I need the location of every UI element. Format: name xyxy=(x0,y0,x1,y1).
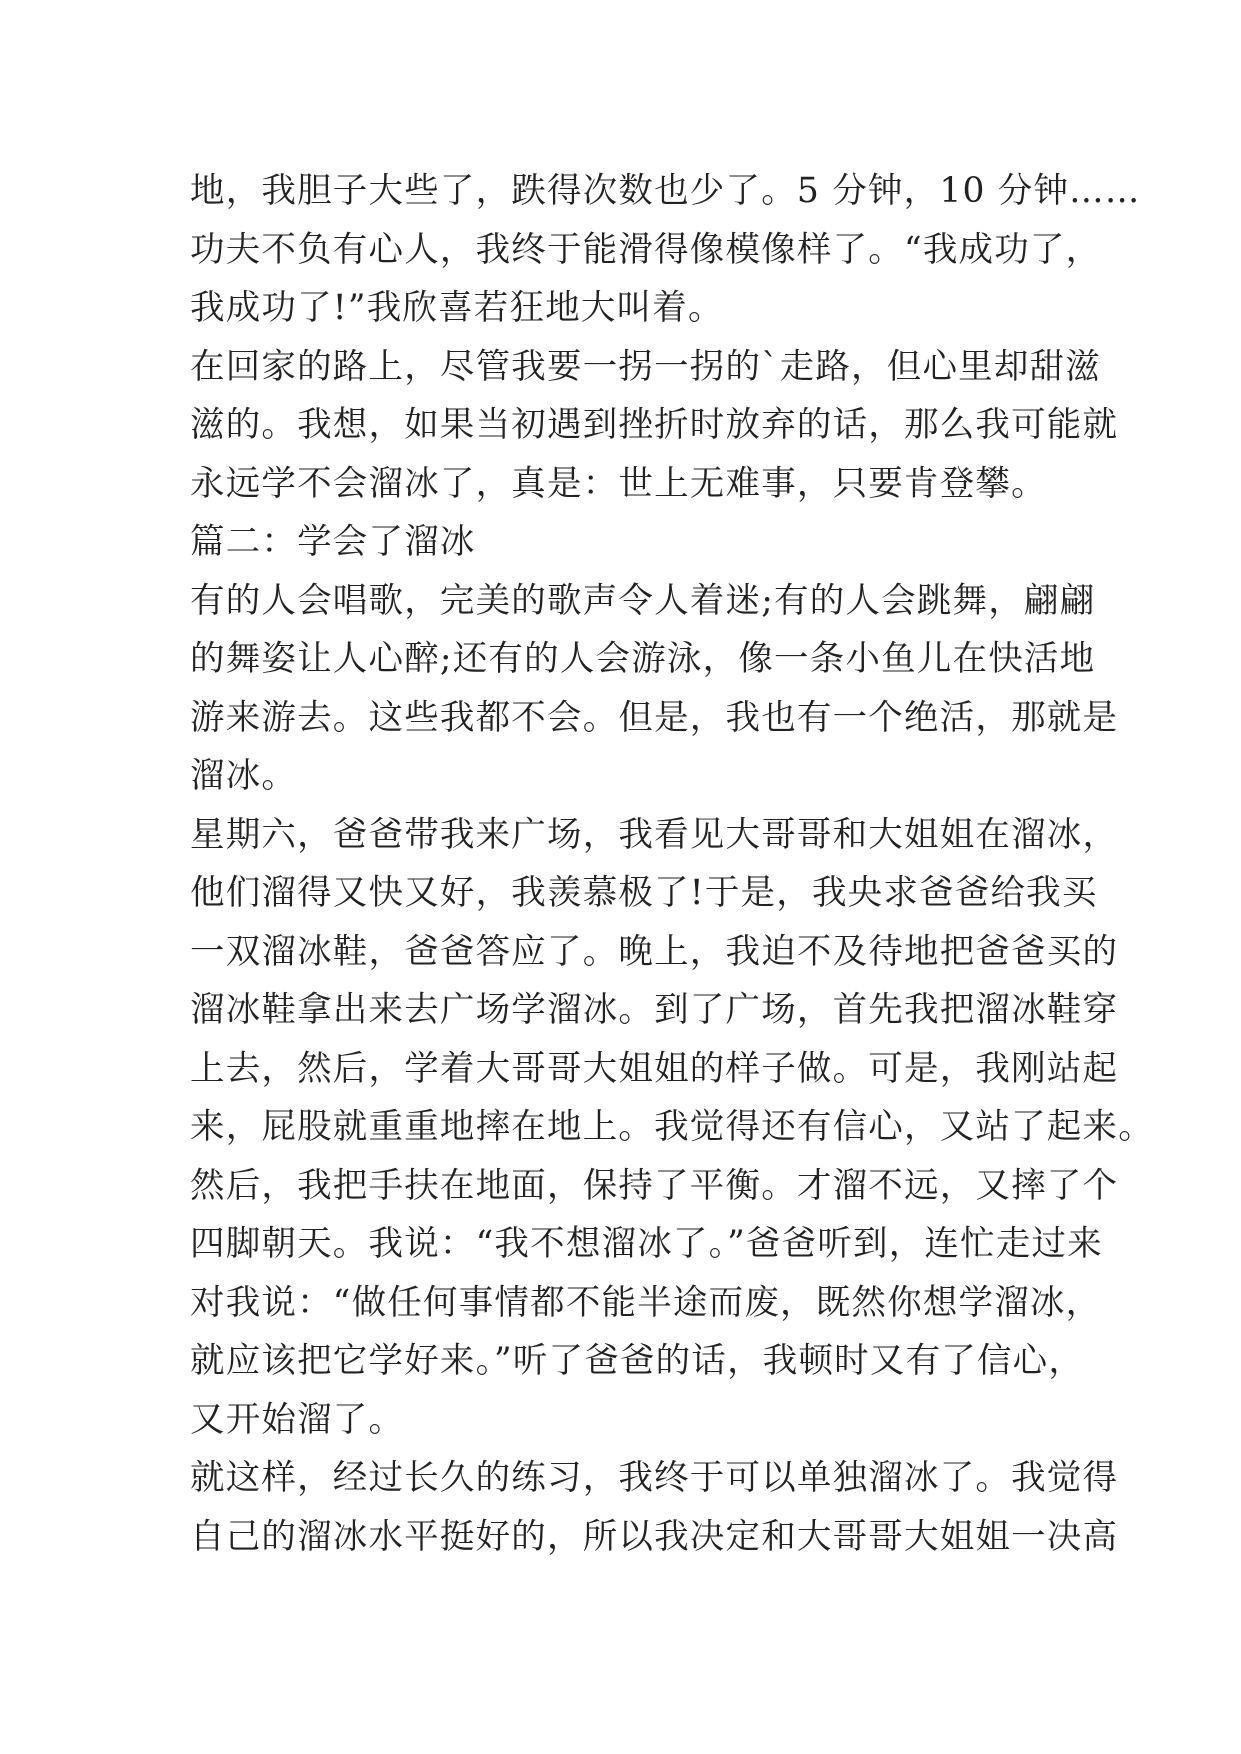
text-line: 又开始溜了。 xyxy=(190,1399,405,1440)
text-line: 星期六，爸爸带我来广场，我看见大哥哥和大姐姐在溜冰， xyxy=(190,814,1119,855)
text-line: 游来游去。这些我都不会。但是，我也有一个绝活，那就是 xyxy=(190,697,1119,738)
text-line: 功夫不负有心人，我终于能滑得像模像样了。“我成功了， xyxy=(190,229,1102,270)
text-line: 四脚朝天。我说：“我不想溜冰了。”爸爸听到，连忙走过来 xyxy=(190,1224,1103,1264)
text-line: 溜冰鞋拿出来去广场学溜冰。到了广场，首先我把溜冰鞋穿 xyxy=(190,990,1119,1030)
text-line: 就这样，经过长久的练习，我终于可以单独溜冰了。我觉得 xyxy=(190,1458,1119,1498)
text-line: 有的人会唱歌，完美的歌声令人着迷;有的人会跳舞，翩翩 xyxy=(190,580,1096,621)
text-line: 然后，我把手扶在地面，保持了平衡。才溜不远，又摔了个 xyxy=(190,1165,1119,1206)
text-line: 滋的。我想，如果当初遇到挫折时放弃的话，那么我可能就 xyxy=(190,405,1119,445)
text-line: 一双溜冰鞋，爸爸答应了。晚上，我迫不及待地把爸爸买的 xyxy=(190,931,1119,972)
text-line: 他们溜得又快又好，我羡慕极了!于是，我央求爸爸给我买 xyxy=(190,873,1098,913)
text-line: 就应该把它学好来。”听了爸爸的话，我顿时又有了信心， xyxy=(190,1341,1085,1381)
text-line: 对我说：“做任何事情都不能半途而废，既然你想学溜冰， xyxy=(190,1282,1102,1323)
text-line: 在回家的路上，尽管我要一拐一拐的`走路，但心里却甜滋 xyxy=(190,346,1101,387)
text-line: 上去，然后，学着大哥哥大姐姐的样子做。可是，我刚站起 xyxy=(190,1048,1119,1089)
text-line: 永远学不会溜冰了，真是：世上无难事，只要肯登攀。 xyxy=(190,463,1047,504)
text-line: 的舞姿让人心醉;还有的人会游泳，像一条小鱼儿在快活地 xyxy=(190,639,1096,679)
text-line: 来，屁股就重重地摔在地上。我觉得还有信心，又站了起来。 xyxy=(190,1107,1154,1147)
text-line: 自己的溜冰水平挺好的，所以我决定和大哥哥大姐姐一决高 xyxy=(190,1516,1119,1557)
body-text xyxy=(190,162,1154,1566)
section-heading: 篇二：学会了溜冰 xyxy=(190,522,476,562)
text-line: 地，我胆子大些了，跌得次数也少了。5 分钟，10 分钟…… xyxy=(190,171,1141,211)
text-line: 我成功了!”我欣喜若狂地大叫着。 xyxy=(190,288,724,328)
text-line: 溜冰。 xyxy=(190,756,298,796)
